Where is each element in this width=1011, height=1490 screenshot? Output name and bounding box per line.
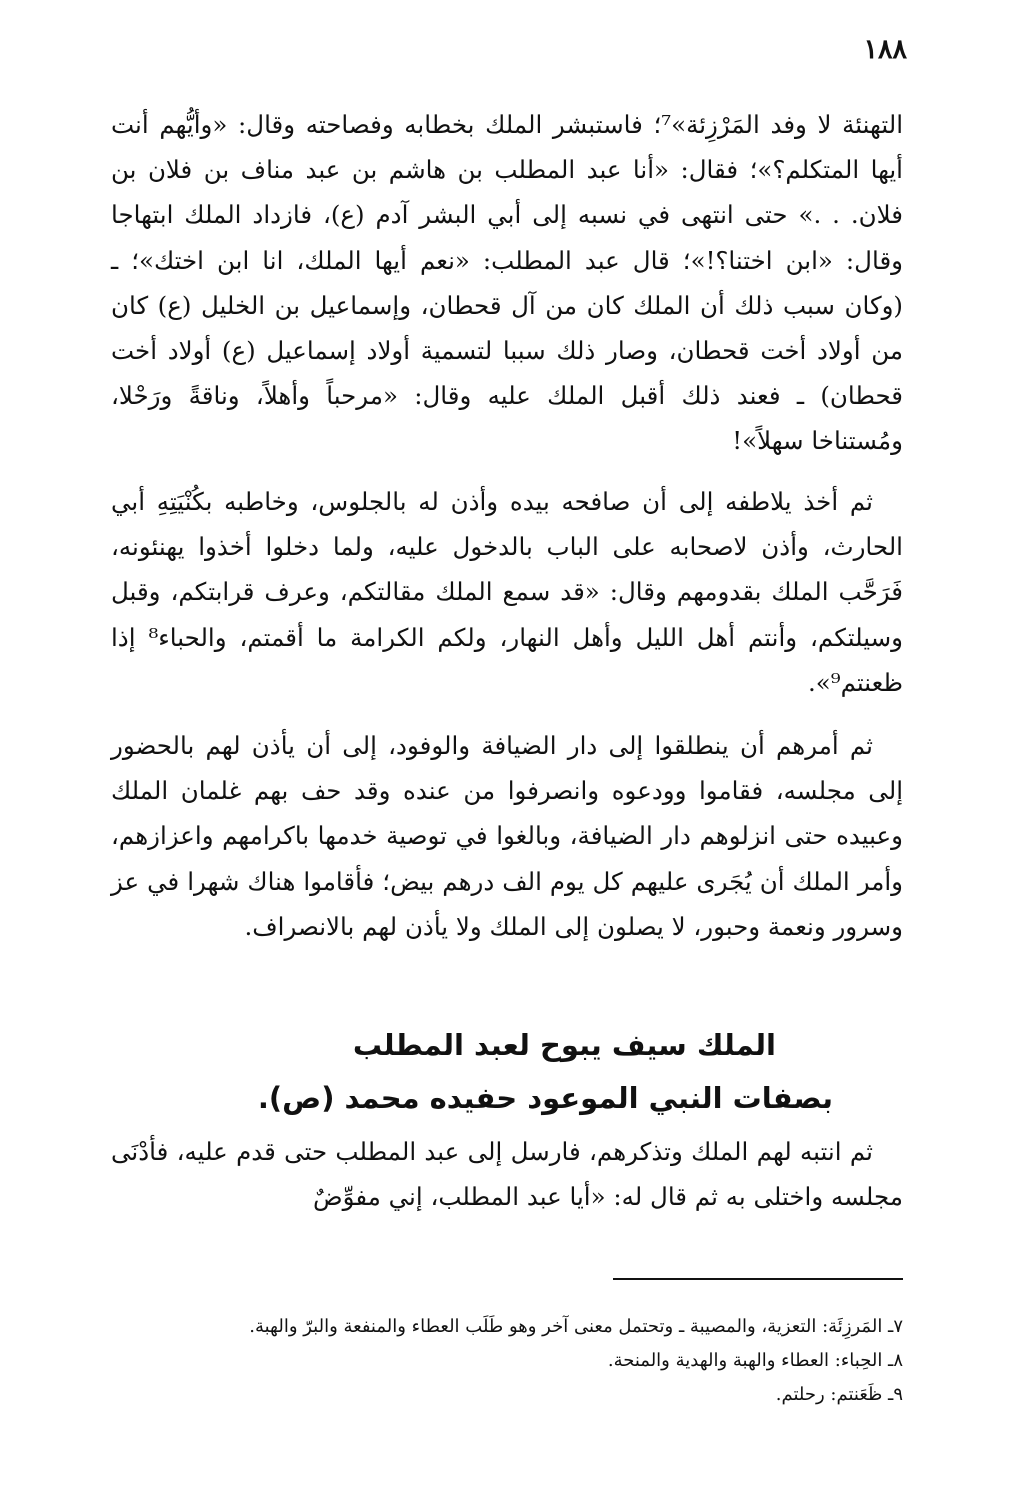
footnote-7: ٧ـ المَرزِئَة: التعزية، والمصيبة ـ وتحتمل معنى آخر وهو طَلَب العطاء والمنفعة والبرّ والهبة.	[249, 1316, 903, 1337]
paragraph-4	[111, 1129, 903, 1219]
section-heading-line-1: الملك سيف يبوح لعبد المطلب	[352, 1028, 776, 1062]
footnote-divider	[613, 1278, 903, 1280]
paragraph-3	[111, 723, 903, 949]
section-heading-line-2: بصفات النبي الموعود حفيده محمد (ص).	[257, 1081, 833, 1115]
paragraph-2	[111, 479, 903, 705]
paragraph-2-text: ثم أخذ يلاطفه إلى أن صافحه بيده وأذن له بالجلوس، وخاطبه بكُنْيَتِهِ أبي الحارث، وأذن لاصحابه على الباب بالدخول عليه، ولما دخلوا أخذوا يهنئونه، فَرَحَّب الملك بقدومهم وقال: «قد سمع الملك مقالتكم، وعرف قرابتكم، وقبل وسيلتكم، وأنتم أهل الليل وأهل النهار، ولكم الكرامة ما أقمتم، والحباء⁸ إذا ظعنتم⁹».	[111, 487, 904, 697]
paragraph-4-text: ثم انتبه لهم الملك وتذكرهم، فارسل إلى عبد المطلب حتى قدم عليه، فأدْنَى مجلسه واختلى به ثم قال له: «أيا عبد المطلب، إني مفوِّضٌ	[111, 1137, 903, 1212]
paragraph-1	[111, 102, 903, 464]
footnote-8: ٨ـ الحِباء: العطاء والهبة والهدية والمنحة.	[607, 1350, 903, 1371]
page-number: ١٨٨	[863, 34, 907, 65]
footnote-9: ٩ـ ظَعَنتم: رحلتم.	[775, 1384, 903, 1405]
paragraph-1-text: التهنئة لا وفد المَرْزِئة»⁷؛ فاستبشر الملك بخطابه وفصاحته وقال: «وأيُّهم أنت أيها المتكلم؟»؛ فقال: «أنا عبد المطلب بن هاشم بن عبد مناف بن فلان بن فلان. . .» حتى انتهى في نسبه إلى أبي البشر آدم (ع)، فازداد الملك ابتهاجا وقال: «ابن اختنا؟!»؛ قال عبد المطلب: «نعم أيها الملك، انا ابن اختك»؛ ـ (وكان سبب ذلك أن الملك كان من آل قحطان، وإسماعيل بن الخليل (ع) كان من أولاد أخت قحطان، وصار ذلك سببا لتسمية أولاد إسماعيل (ع) أولاد أخت قحطان) ـ فعند ذلك أقبل الملك عليه وقال: «مرحباً وأهلاً، وناقةً ورَحْلا، ومُستناخا سهلاً»!	[111, 110, 903, 456]
footnotes	[111, 1310, 903, 1412]
paragraph-3-text: ثم أمرهم أن ينطلقوا إلى دار الضيافة والوفود، إلى أن يأذن لهم بالحضور إلى مجلسه، فقاموا وودعوه وانصرفوا من عنده وقد حف بهم غلمان الملك وعبيده حتى انزلوهم دار الضيافة، وبالغوا في توصية خدمها باكرامهم واعزازهم، وأمر الملك أن يُجَرى عليهم كل يوم الف درهم بيض؛ فأقاموا هناك شهرا في عز وسرور ونعمة وحبور، لا يصلون إلى الملك ولا يأذن لهم بالانصراف.	[111, 731, 903, 941]
